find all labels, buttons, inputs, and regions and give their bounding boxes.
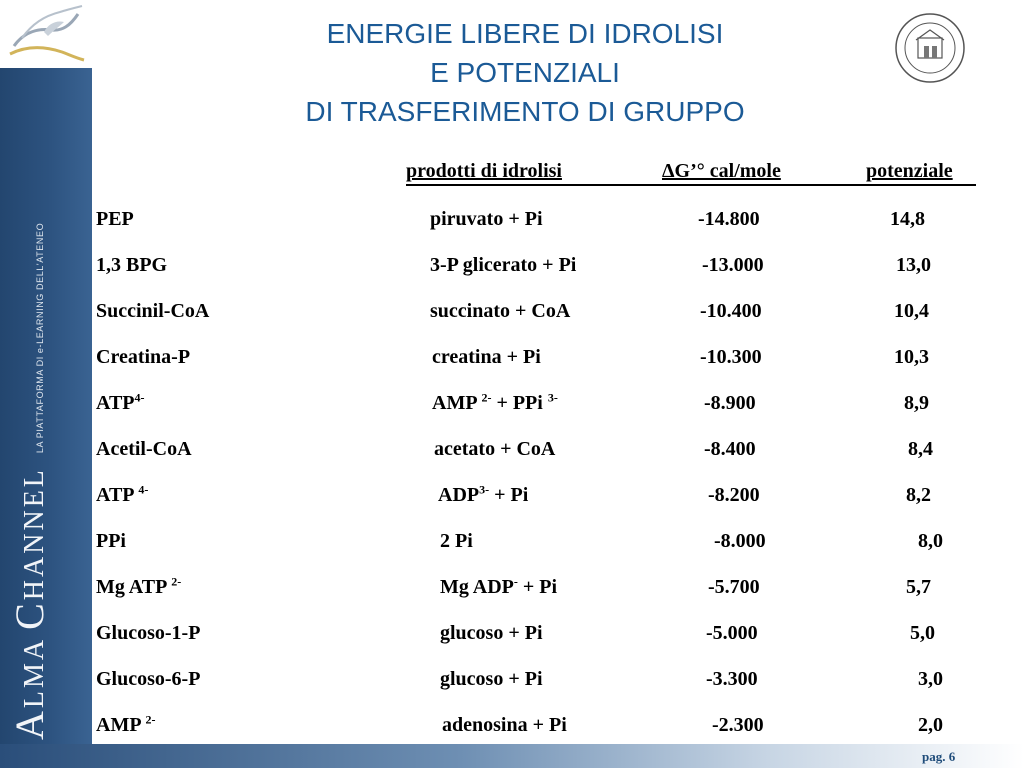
delta-g-value: -10.400 (700, 300, 762, 322)
platform-subtitle: LA PIATTAFORMA DI e-LEARNING DELL'ATENEO (35, 222, 45, 454)
compound-name: Glucoso-1-P (96, 622, 201, 644)
transfer-potential-value: 8,9 (904, 392, 929, 414)
compound-name: ATP $^{4-}$ (96, 482, 149, 506)
hydrolysis-products: AMP $^{2-}$ + PPi $^{3-}$ (432, 390, 558, 414)
transfer-potential-value: 3,0 (918, 668, 943, 690)
delta-g-value: -10.300 (700, 346, 762, 368)
title-line-2: E POTENZIALI (430, 57, 620, 88)
hydrolysis-products: creatina + Pi (432, 346, 541, 368)
table-row (0, 713, 1024, 743)
table-row (0, 621, 1024, 651)
table-row (0, 483, 1024, 513)
delta-g-value: -2.300 (712, 714, 764, 736)
hydrolysis-products: 3-P glicerato + Pi (430, 254, 577, 276)
table-row (0, 345, 1024, 375)
transfer-potential-value: 13,0 (896, 254, 931, 276)
transfer-potential-value: 2,0 (918, 714, 943, 736)
transfer-potential-value: 8,2 (906, 484, 931, 506)
transfer-potential-value: 5,7 (906, 576, 931, 598)
table-row (0, 253, 1024, 283)
hydrolysis-products: piruvato + Pi (430, 208, 543, 230)
table-row (0, 391, 1024, 421)
title-line-3: DI TRASFERIMENTO DI GRUPPO (305, 96, 745, 127)
sidebar (0, 0, 92, 768)
transfer-potential-value: 14,8 (890, 208, 925, 230)
header-potential: potenziale (866, 160, 953, 182)
header-underline (406, 184, 976, 186)
delta-g-value: -8.900 (704, 392, 756, 414)
header-delta-g: ΔG’° cal/mole (662, 160, 781, 182)
hydrolysis-products: 2 Pi (440, 530, 473, 552)
header-products: prodotti di idrolisi (406, 160, 562, 182)
table-row (0, 667, 1024, 697)
compound-name: Acetil-CoA (96, 438, 192, 460)
compound-name: PEP (96, 208, 134, 230)
hydrolysis-products: glucoso + Pi (440, 668, 543, 690)
transfer-potential-value: 10,3 (894, 346, 929, 368)
delta-g-value: -3.300 (706, 668, 758, 690)
delta-g-value: -8.200 (708, 484, 760, 506)
delta-g-value: -14.800 (698, 208, 760, 230)
pegasus-logo-icon (4, 2, 88, 64)
page-number: pag. 6 (922, 749, 956, 764)
delta-g-value: -13.000 (702, 254, 764, 276)
compound-name: Mg ATP $^{2-}$ (96, 574, 182, 598)
title-line-1: ENERGIE LIBERE DI IDROLISI (326, 18, 724, 49)
footer-bar (0, 744, 1024, 768)
alma-brand-text: ALMA CHANNEL (7, 467, 52, 740)
delta-g-value: -8.400 (704, 438, 756, 460)
compound-name: Creatina-P (96, 346, 191, 368)
compound-name: Succinil-CoA (96, 300, 210, 322)
hydrolysis-products: acetato + CoA (434, 438, 556, 460)
transfer-potential-value: 8,4 (908, 438, 933, 460)
delta-g-value: -5.000 (706, 622, 758, 644)
compound-name: PPi (96, 530, 126, 552)
university-seal-icon (894, 12, 966, 84)
table-row (0, 529, 1024, 559)
compound-name: AMP $^{2-}$ (96, 712, 156, 736)
hydrolysis-products: glucoso + Pi (440, 622, 543, 644)
table-row (0, 437, 1024, 467)
hydrolysis-products: adenosina + Pi (442, 714, 567, 736)
delta-g-value: -5.700 (708, 576, 760, 598)
hydrolysis-products: Mg ADP- + Pi (440, 574, 558, 598)
table-row (0, 575, 1024, 605)
hydrolysis-products: succinato + CoA (430, 300, 571, 322)
hydrolysis-products: $ADP^{3-} + Pi$ (438, 482, 529, 506)
compound-name: 1,3 BPG (96, 254, 168, 276)
slide-title (180, 14, 870, 131)
transfer-potential-value: 10,4 (894, 300, 929, 322)
transfer-potential-value: 8,0 (918, 530, 943, 552)
transfer-potential-value: 5,0 (910, 622, 935, 644)
compound-name: Glucoso-6-P (96, 668, 201, 690)
compound-name: $ATP^{4-}$ (96, 390, 145, 414)
delta-g-value: -8.000 (714, 530, 766, 552)
table-row (0, 299, 1024, 329)
table-row (0, 207, 1024, 237)
